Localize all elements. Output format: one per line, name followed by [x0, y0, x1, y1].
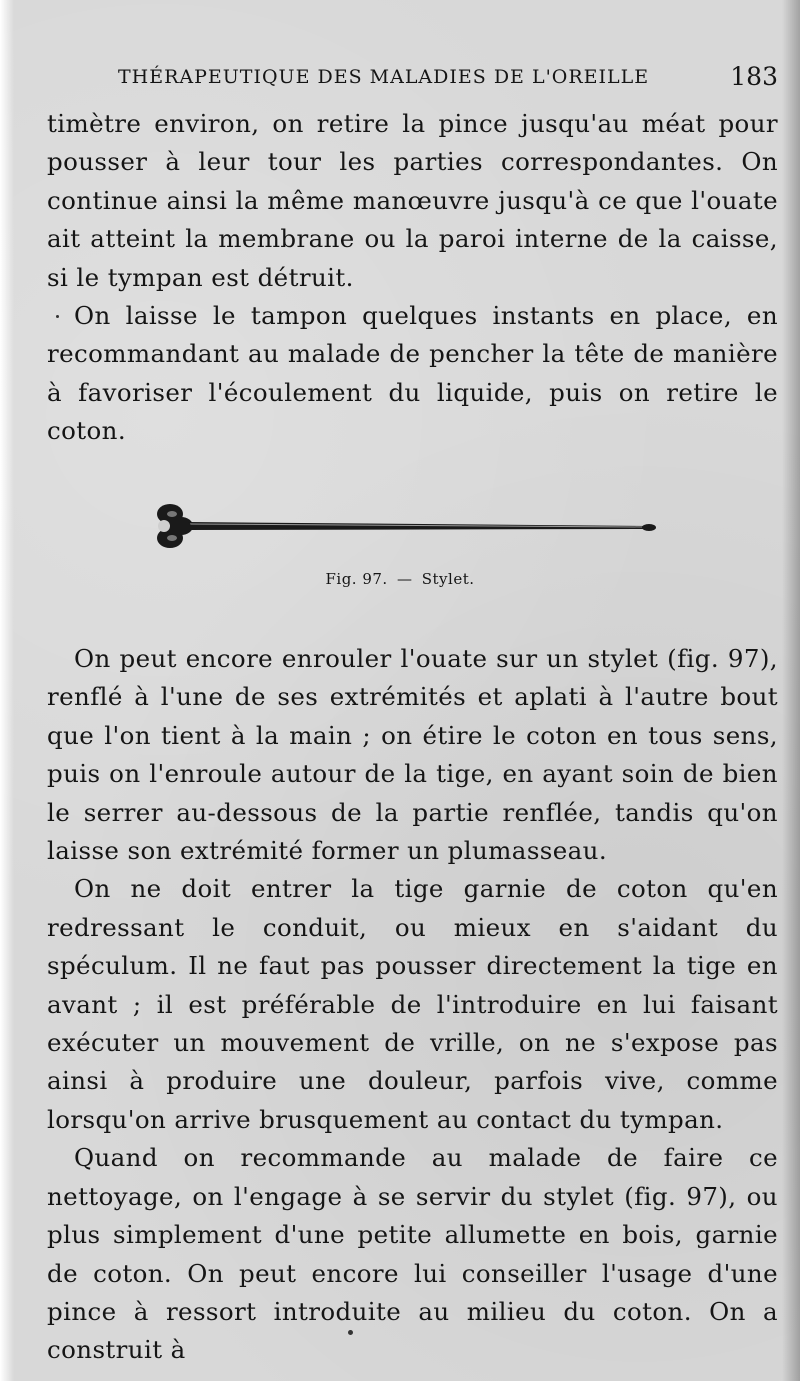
- text-block-top: [47, 105, 778, 451]
- stylet-rod-icon: [188, 522, 656, 531]
- figure-caption: [0, 570, 800, 588]
- ink-speck: [56, 315, 59, 318]
- paragraph-nettoyage: Quand on recommande au malade de faire ce nettoyage, on l'engage à se servir du stylet (fig. 97), ou plus simplement d'une petite allumette en bois, garnie de coton. On peut encore lui conseiller l'usage d'une pince à ressort introduite au milieu du coton. On a construit à: [47, 1143, 778, 1365]
- paragraph-stylet: On peut encore enrouler l'ouate sur un stylet (fig. 97), renflé à l'une de ses extrémités et aplati à l'autre bout que l'on tient à la main ; on étire le coton en tous sens, puis on l'enroule autour de la tige, en ayant soin de bien le serrer au-dessous de la partie renflée, tandis qu'on laisse son extrémité former un plumasseau.: [47, 644, 778, 866]
- paragraph-continued: timètre environ, on retire la pince jusqu'au méat pour pousser à leur tour les parties correspondantes. On continue ainsi la même manœuvre jusqu'à ce que l'ouate ait atteint la membrane ou la paroi interne de la caisse, si le tympan est détruit.: [47, 109, 778, 292]
- paragraph-tampon: On laisse le tampon quelques instants en place, en recommandant au malade de pencher la tête de manière à favoriser l'écoulement du liquide, puis on retire le coton.: [47, 301, 778, 446]
- page-number: 183: [730, 62, 778, 91]
- running-title: THÉRAPEUTIQUE DES MALADIES DE L'OREILLE: [118, 66, 650, 88]
- caption-dash: —: [396, 570, 413, 588]
- figure-number: Fig. 97.: [325, 570, 388, 588]
- running-head: [118, 64, 778, 94]
- figure-title: Stylet.: [421, 570, 475, 588]
- stylet-illustration: [150, 500, 660, 552]
- paragraph-tige: On ne doit entrer la tige garnie de coton qu'en redressant le conduit, ou mieux en s'aidant du spéculum. Il ne faut pas pousser directement la tige en avant ; il est préférable de l'introduire en lui faisant exécuter un mouvement de vrille, on ne s'expose pas ainsi à produire une douleur, parfois vive, comme lorsqu'on arrive brusquement au contact du tympan.: [47, 874, 778, 1134]
- text-block-bottom: [47, 640, 778, 1370]
- stylet-head-icon: [157, 504, 193, 548]
- ink-speck: [348, 1330, 353, 1335]
